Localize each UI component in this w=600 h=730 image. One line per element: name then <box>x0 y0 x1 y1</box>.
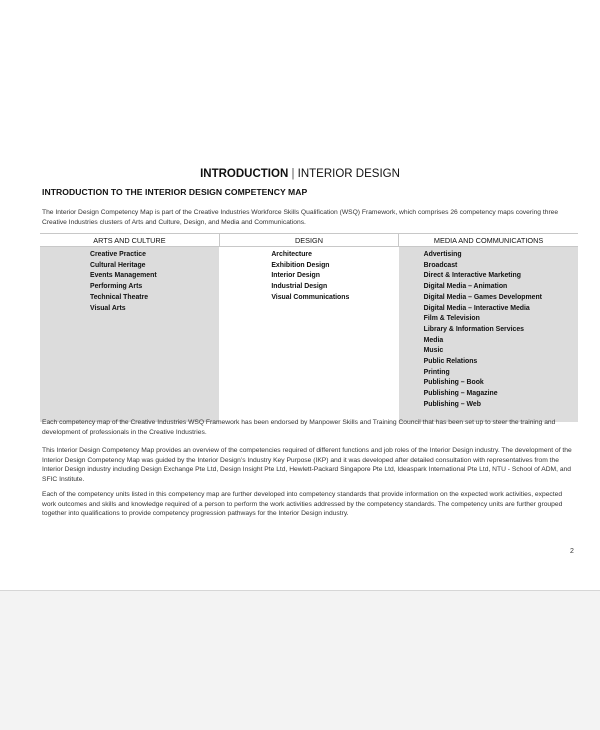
list-item: Exhibition Design <box>271 261 330 269</box>
clusters-header-row <box>40 234 578 247</box>
list-item: Visual Communications <box>271 293 350 301</box>
list-item: Performing Arts <box>90 283 143 291</box>
list-item: Film & Television <box>423 315 480 323</box>
list-item: Digital Media – Games Development <box>423 293 542 301</box>
list-item: Advertising <box>423 251 462 258</box>
list-item: Digital Media – Animation <box>423 283 508 291</box>
list-item: Printing <box>423 368 450 376</box>
section-heading: INTRODUCTION TO THE INTERIOR DESIGN COMPETENCY MAP <box>42 187 308 197</box>
list-item: Publishing – Web <box>423 400 481 408</box>
design-list <box>219 250 398 304</box>
list-item: Architecture <box>271 251 312 258</box>
header-design: DESIGN <box>219 234 398 247</box>
overview-paragraph: This Interior Design Competency Map provides an overview of the competencies required of different functions and job roles of the Interior Design industry. The development of the Interior Design Competency Map was guided by the Interior Design’s Industry Key Purpose (IKP) and it was developed after detailed consultation with representatives from the Interior Design industry including Design Exchange Pte Ltd, Design Insight Pte Ltd, Hewlett-Packard Singapore Pte Ltd, Ideaspark International Pte Ltd, NTU - School of ADM, and SFIC Institute. <box>42 447 572 483</box>
list-item: Public Relations <box>423 358 478 366</box>
list-item: Cultural Heritage <box>90 261 146 269</box>
design-column <box>219 247 398 423</box>
intro-paragraph: The Interior Design Competency Map is part of the Creative Industries Workforce Skills Qualification (WSQ) Framework, which comprises 26 competency maps covering three Creative Industries clusters of Arts and Culture, Design, and Media and Communications. <box>42 209 559 226</box>
list-item: Creative Practice <box>90 251 146 258</box>
list-item: Publishing – Magazine <box>423 390 498 398</box>
header-arts-culture: ARTS AND CULTURE <box>40 234 219 247</box>
list-item: Library & Information Services <box>423 325 524 333</box>
competency-units-paragraph: Each of the competency units listed in this competency map are further developed into competency standards that provide information on the expected work activities, expected work outcomes and skills and knowledge required of a person to perform the work activities addressed by the competency standards. The competency units are further grouped together into qualifications to provide competency progression pathways for the Interior Design industry. <box>42 491 563 518</box>
clusters-body-row <box>40 247 578 423</box>
list-item: Events Management <box>90 272 157 280</box>
list-item: Media <box>423 336 444 344</box>
title-bold: INTRODUCTION <box>200 168 289 180</box>
list-item: Direct & Interactive Marketing <box>423 272 521 280</box>
arts-culture-list <box>40 250 219 314</box>
list-item: Technical Theatre <box>90 293 149 301</box>
clusters-table <box>40 233 578 422</box>
page-title <box>0 168 600 180</box>
list-item: Interior Design <box>271 272 320 280</box>
endorsement-paragraph: Each competency map of the Creative Industries WSQ Framework has been endorsed by Manpower Skills and Training Council that has been set up to steer the training and development of professionals in the Creative Industries. <box>42 419 556 436</box>
arts-culture-column <box>40 247 219 423</box>
title-separator: | <box>288 168 298 180</box>
viewer-background <box>0 591 600 730</box>
list-item: Industrial Design <box>271 283 328 291</box>
list-item: Digital Media – Interactive Media <box>423 304 530 312</box>
list-item: Publishing – Book <box>423 379 484 387</box>
page-number: 2 <box>570 548 574 555</box>
header-media-communications: MEDIA AND COMMUNICATIONS <box>399 234 578 247</box>
list-item: Music <box>423 347 444 355</box>
title-rest: INTERIOR DESIGN <box>297 168 400 180</box>
list-item: Broadcast <box>423 261 458 269</box>
media-communications-column <box>399 247 578 423</box>
media-communications-list <box>399 250 578 411</box>
list-item: Visual Arts <box>90 304 126 312</box>
